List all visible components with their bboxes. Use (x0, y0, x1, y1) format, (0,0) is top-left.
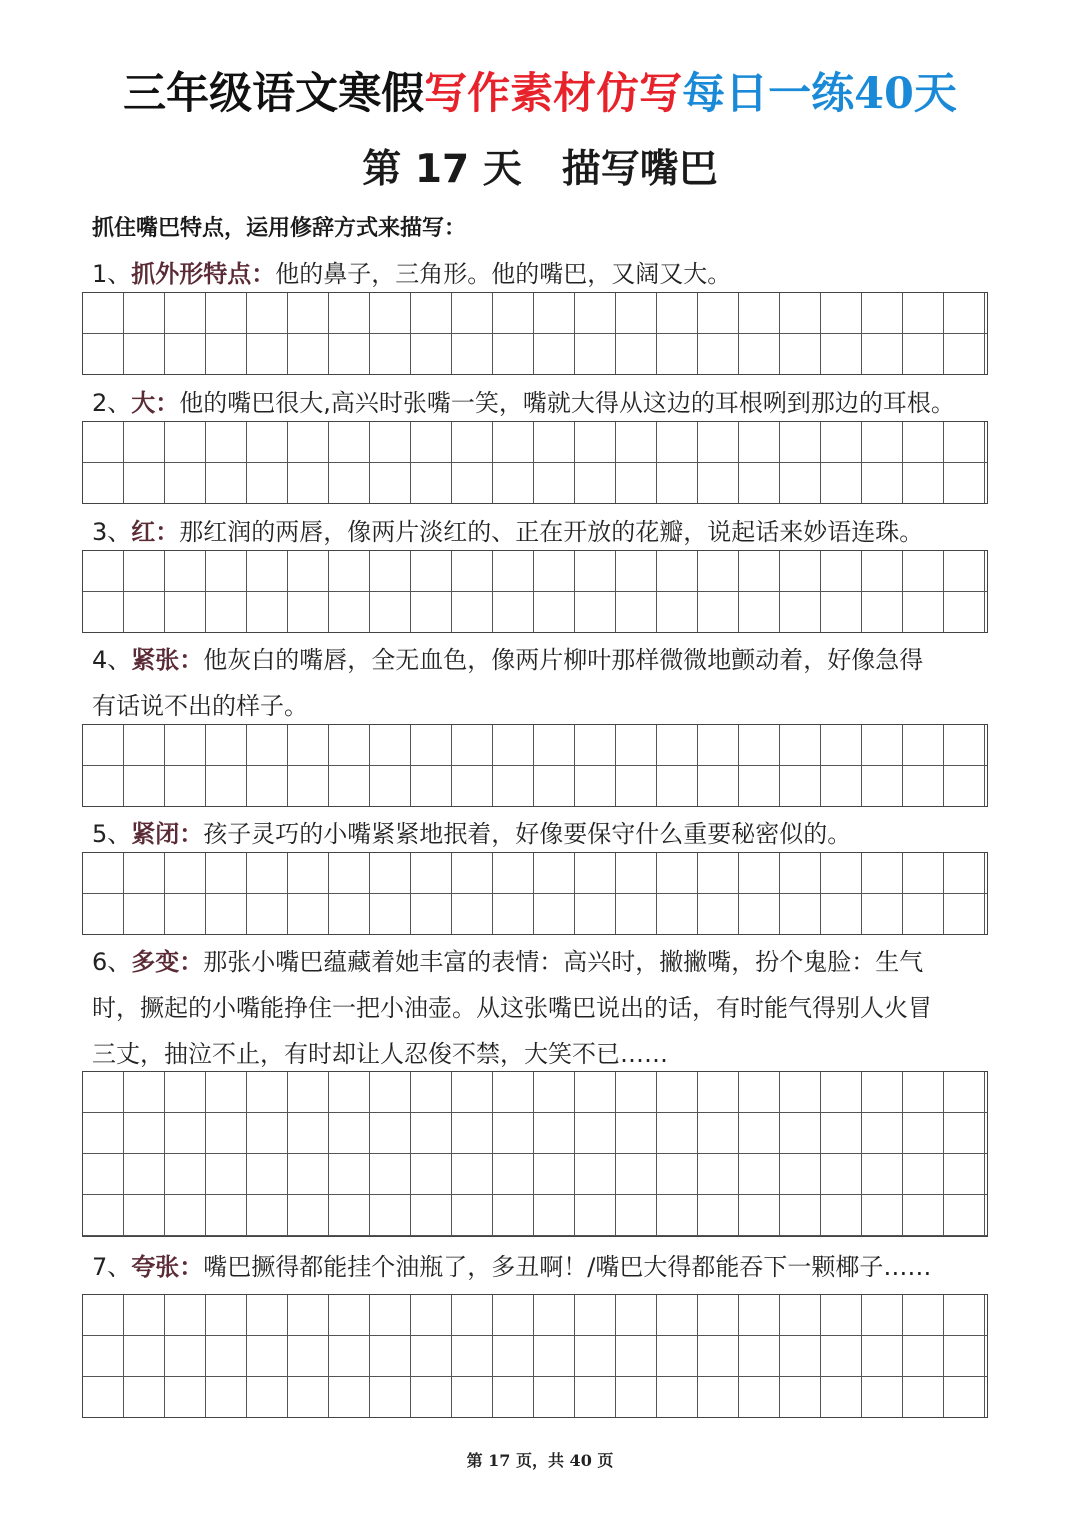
item-number: 2、 (92, 389, 132, 417)
item-number: 6、 (92, 948, 132, 976)
item-text-continued: 三丈，抽泣不止，有时却让人忍俊不禁，大笑不已…… (92, 1040, 668, 1068)
title-part-daily: 每日一练40天 (682, 69, 957, 119)
item-keyword: 紧张： (131, 646, 204, 674)
item-number: 1、 (92, 260, 132, 288)
item-number: 7、 (92, 1253, 132, 1281)
item-text: 他的嘴巴很大,高兴时张嘴一笑，嘴就大得从这边的耳根咧到那边的耳根。 (179, 389, 955, 417)
item-keyword: 红： (131, 518, 180, 546)
page-number: 第 17 页，共 40 页 (466, 1451, 614, 1470)
item-number: 4、 (92, 646, 132, 674)
worksheet-title (0, 64, 1080, 124)
writing-grid-3[interactable] (82, 550, 988, 633)
item-text: 他的鼻子，三角形。他的嘴巴，又阔又大。 (275, 260, 732, 288)
item-number: 5、 (92, 820, 132, 848)
prompt-item-2 (92, 380, 992, 426)
prompt-item-4 (92, 637, 992, 729)
item-text: 嘴巴撅得都能挂个油瓶了，多丑啊！/嘴巴大得都能吞下一颗椰子…… (203, 1253, 932, 1281)
title-part-topic: 写作素材仿写 (424, 69, 683, 119)
intro-instruction: 抓住嘴巴特点，运用修辞方式来描写： (92, 216, 467, 241)
day-label: 第 17 天 (362, 147, 522, 192)
day-heading (0, 145, 1080, 195)
item-text: 孩子灵巧的小嘴紧紧地抿着，好像要保守什么重要秘密似的。 (203, 820, 852, 848)
writing-grid-7[interactable] (82, 1294, 988, 1418)
item-keyword: 夸张： (131, 1253, 204, 1281)
item-number: 3、 (92, 518, 132, 546)
item-text: 他灰白的嘴唇，全无血色，像两片柳叶那样微微地颤动着，好像急得 (203, 646, 924, 674)
item-text: 那红润的两唇，像两片淡红的、正在开放的花瓣，说起话来妙语连珠。 (179, 518, 924, 546)
day-topic: 描写嘴巴 (561, 147, 718, 192)
writing-grid-4[interactable] (82, 724, 988, 807)
writing-grid-6[interactable] (82, 1071, 988, 1237)
prompt-item-6 (92, 939, 992, 1077)
title-part-grade: 三年级语文寒假 (123, 69, 425, 119)
item-keyword: 紧闭： (131, 820, 204, 848)
item-text-continued: 有话说不出的样子。 (92, 692, 308, 720)
item-keyword: 抓外形特点： (131, 260, 276, 288)
prompt-item-3 (92, 509, 992, 555)
writing-grid-1[interactable] (82, 292, 988, 375)
prompt-item-7 (92, 1244, 992, 1290)
writing-grid-2[interactable] (82, 421, 988, 504)
prompt-item-5 (92, 811, 992, 857)
item-keyword: 多变： (131, 948, 204, 976)
item-text: 那张小嘴巴蕴藏着她丰富的表情：高兴时，撇撇嘴，扮个鬼脸：生气 (203, 948, 924, 976)
prompt-item-1 (92, 251, 992, 297)
writing-grid-5[interactable] (82, 852, 988, 935)
item-text-continued: 时，撅起的小嘴能挣住一把小油壶。从这张嘴巴说出的话，有时能气得别人火冒 (92, 994, 932, 1022)
item-keyword: 大： (131, 389, 180, 417)
